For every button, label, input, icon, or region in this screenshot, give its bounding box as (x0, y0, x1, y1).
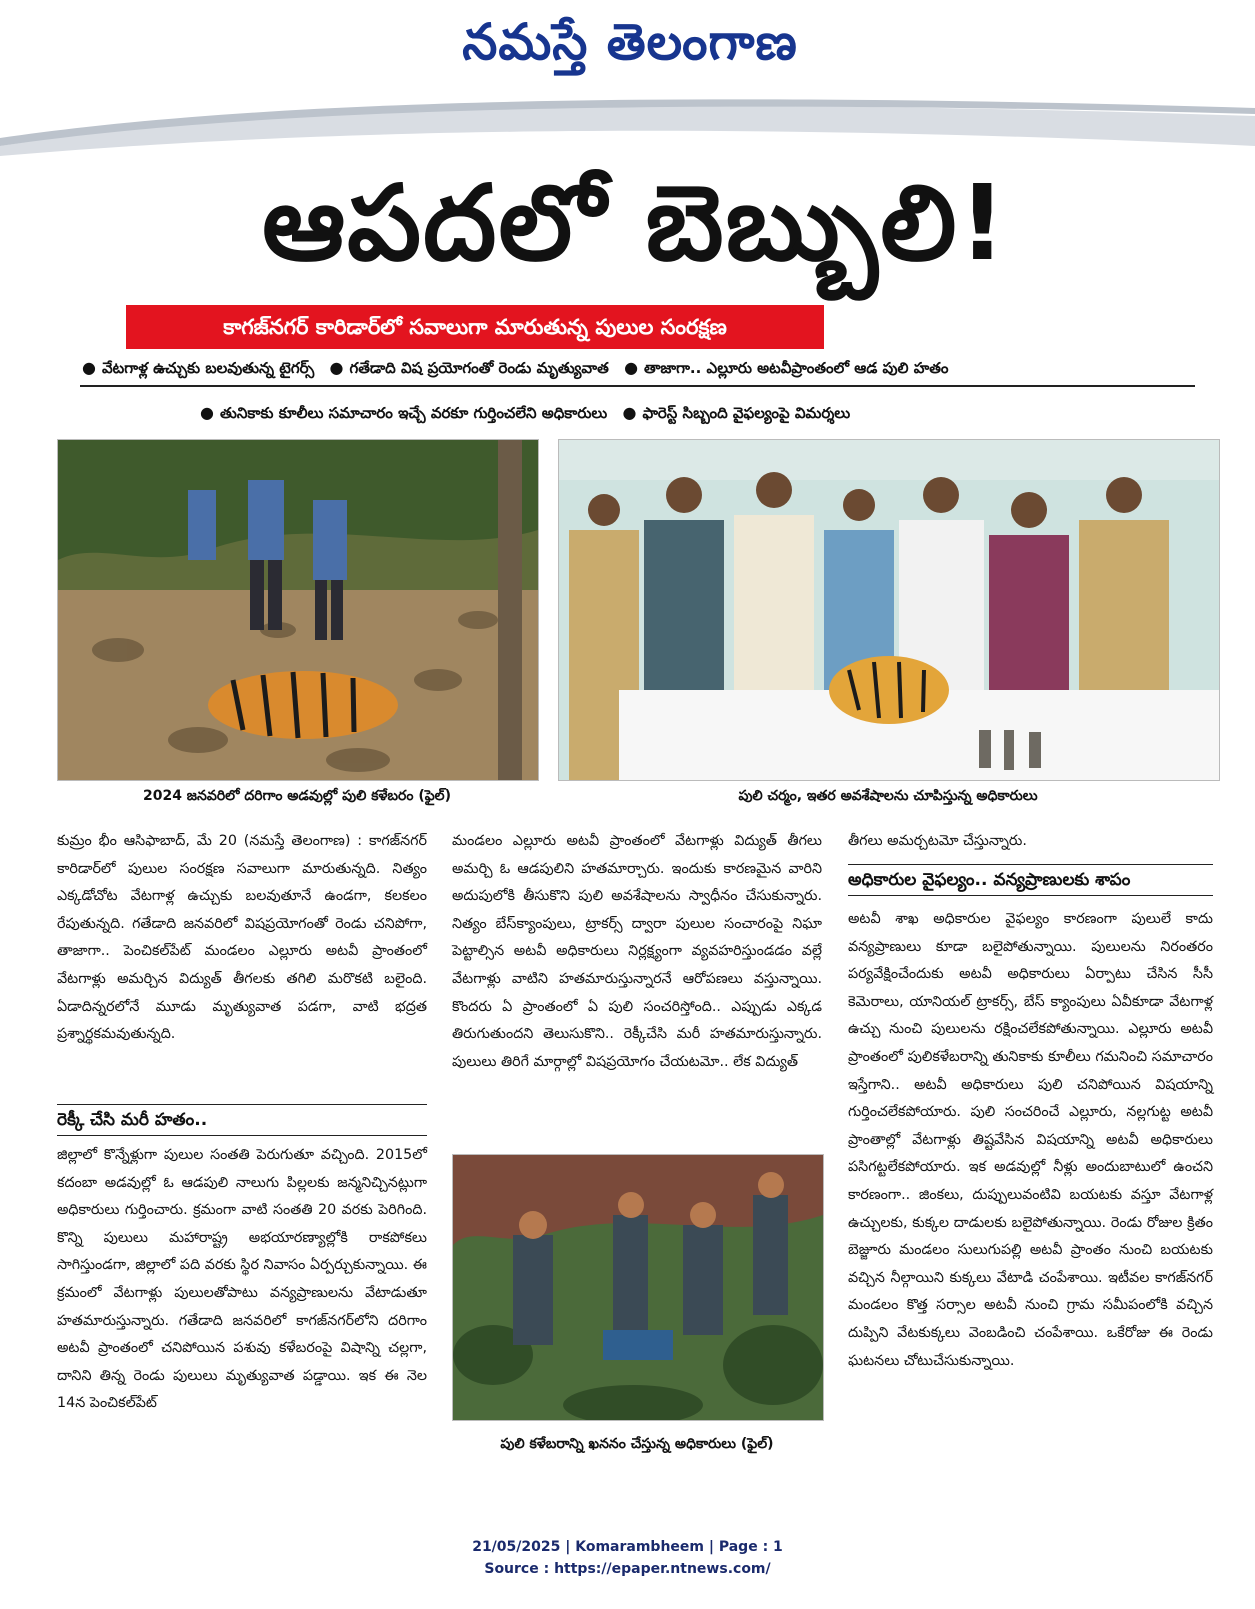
newspaper-logo: నమస్తే తెలంగాణ (462, 12, 798, 71)
headline: ఆపదలో బెబ్బులి! (262, 162, 1008, 284)
bullet-item: ఫారెస్ట్ సిబ్బంది వైఫల్యంపై విమర్శలు (642, 404, 851, 422)
decorative-swoosh (0, 86, 1255, 156)
bullets-row-2 (190, 400, 1090, 426)
caption-right-photo: పులి చర్మం, ఇతర అవశేషాలను చూపిస్తున్న అధికారులు (738, 788, 1038, 804)
article-column-1b (57, 1142, 427, 1418)
article-column-3b (848, 906, 1213, 1375)
masthead (0, 0, 1255, 90)
subhead-officials-failure: అధికారుల వైఫల్యం.. వన్యప్రాణులకు శాపం (848, 864, 1213, 896)
caption-left-photo: 2024 జనవరిలో దరిగాం అడవుల్లో పులి కళేబరం (ఫైల్) (142, 788, 452, 804)
bullet-icon: ● (622, 403, 637, 422)
bullet-icon: ● (200, 403, 214, 422)
page-footer (0, 1536, 1255, 1580)
photo-tiger-burial (452, 1154, 824, 1421)
bullet-item: గతేడాది విష ప్రయోగంతో రెండు మృత్యువాత (349, 359, 609, 377)
bullet-item: తాజాగా.. ఎల్లూరు అటవీప్రాంతంలో ఆడ పులి హతం (644, 359, 949, 377)
caption-middle-photo: పులి కళేబరాన్ని ఖననం చేస్తున్న అధికారులు (ఫైల్) (500, 1436, 774, 1452)
photo-officials-tiger-skin (558, 439, 1220, 781)
bullet-icon: ● (624, 358, 639, 377)
bullet-icon: ● (329, 358, 344, 377)
footer-edition-info: 21/05/2025 | Komarambheem | Page : 1 (472, 1539, 783, 1555)
article-column-2 (452, 828, 822, 1076)
subheadline-bar: కాగజ్‌నగర్ కారిడార్‌లో సవాలుగా మారుతున్న పులుల సంరక్షణ (126, 305, 824, 349)
article-paragraph: జిల్లాలో కొన్నేళ్లుగా పులుల సంతతి పెరుగుతూ వచ్చింది. 2015లో కదంబా అడవుల్లో ఓ ఆడపులి నాలుగు పిల్లలకు జన్మనిచ్చినట్లుగా అధికారులు గుర్తించారు. క్రమంగా వాటి సంతతి 20 వరకు పెరిగింది. కొన్ని పులులు మహారాష్ట్ర అభయారణ్యాల్లోకి రాకపోకలు సాగిస్తుండగా, జిల్లాలో పది వరకు స్థిర నివాసం ఏర్పర్చుకున్నాయి. ఈ క్రమంలో వేటగాళ్లు పులులతోపాటు వన్యప్రాణులను వేటాడుతూ హతమారుస్తున్నారు. గతేడాది జనవరిలో కాగజ్‌నగర్‌లోని దరిగాం అటవీ ప్రాంతంలో చనిపోయిన పశువు కళేబరంపై విషాన్ని చల్లగా, దానిని తిన్న రెండు పులులు మృత్యువాత పడ్డాయి. ఇక ఈ నెల 14న పెంచికల్‌పేట్ (57, 1147, 427, 1412)
article-column-3 (848, 828, 1213, 856)
footer-source: Source : https://epaper.ntnews.com/ (484, 1561, 771, 1577)
article-paragraph: అటవీ శాఖ అధికారుల వైఫల్యం కారణంగా పులులే కాదు వన్యప్రాణులు కూడా బలైపోతున్నాయి. పులులను నిరంతరం పర్యవేక్షించేందుకు అటవీ అధికారులు ఏర్పాటు చేసిన సీసీ కెమెరాలు, యానియల్ ట్రాకర్స్, బేస్ క్యాంపులు ఏవీకూడా వేటగాళ్ల ఉచ్చు నుంచి పులులను రక్షించలేకపోతున్నాయి. ఎల్లూరు అటవీ ప్రాంతంలో పులికళేబరాన్ని తునికాకు కూలీలు గమనించి సమాచారం ఇస్తేగాని.. అటవీ అధికారులు పులి చనిపోయిన విషయాన్ని గుర్తించలేకపోయారు. పులి సంచరించే ఎల్లూరు, నల్లగుట్ట అటవీ ప్రాంతాల్లో వేటగాళ్లు తిష్టవేసిన విషయాన్ని అటవీ అధికారులు పసిగట్టలేకపోయారు. ఇక అడవుల్లో నీళ్లు అందుబాటులో ఉంచని కారణంగా.. జింకలు, దుప్పులువంటివి బయటకు వస్తూ వేటగాళ్ల ఉచ్చులకు, కుక్కల దాడులకు బలైపోతున్నాయి. రెండు రోజుల క్రితం బెజ్జూరు మండలం సులుగుపల్లి అటవీ ప్రాంతం నుంచి బయటకు వచ్చిన నీల్గాయిని కుక్కలు వేటాడి చంపేశాయి. ఇటీవల కాగజ్‌నగర్ మండలం కొత్త సర్సాల అటవీ నుంచి గ్రామ సమీపంలోకి వచ్చిన దుప్పిని వేటకుక్కలు వెంబడించి చంపేశాయి. ఒకేరోజు ఈ రెండు ఘటనలు చోటుచేసుకున్నాయి. (848, 911, 1213, 1369)
bullet-item: వేటగాళ్ల ఉచ్చుకు బలవుతున్న టైగర్స్ (101, 359, 315, 377)
divider (80, 385, 1195, 387)
bullets-row-1 (72, 355, 1202, 381)
article-paragraph: కుమ్రం భీం ఆసిఫాబాద్, మే 20 (నమస్తే తెలంగాణ) : కాగజ్‌నగర్ కారిడార్‌లో పులుల సంరక్షణ సవాలుగా మారుతున్నది. నిత్యం ఎక్కడోచోట వేటగాళ్ల ఉచ్చుకు బలవుతూనే ఉండగా, కలకలం రేపుతున్నది. గతేడాది జనవరిలో విషప్రయోగంతో రెండు చనిపోగా, తాజాగా.. పెంచికల్‌పేట్ మండలం ఎల్లూరు అటవీ ప్రాంతంలో వేటగాళ్లు అమర్చిన విద్యుత్ తీగలకు తగిలి మరొకటి బలైంది. ఏడాదిన్నరలోనే మూడు మృత్యువాత పడగా, వాటి భద్రత ప్రశ్నార్థకమవుతున్నది. (57, 833, 427, 1043)
photo-tiger-carcass (57, 439, 539, 781)
bullet-icon: ● (82, 358, 96, 377)
article-paragraph: తీగలు అమర్చటమో చేస్తున్నారు. (848, 833, 1027, 849)
article-paragraph: మండలం ఎల్లూరు అటవీ ప్రాంతంలో వేటగాళ్లు విద్యుత్ తీగలు అమర్చి ఓ ఆడపులిని హతమార్చారు. ఇందుకు కారణమైన వారిని అదుపులోకి తీసుకొని పులి అవశేషాలను స్వాధీనం చేసుకున్నారు. నిత్యం బేస్‌క్యాంపులు, ట్రాకర్స్ ద్వారా పులుల సంచారంపై నిఘా పెట్టాల్సిన అటవీ అధికారులు నిర్లక్ష్యంగా వ్యవహరిస్తుండడం వల్లే వేటగాళ్లు వాటిని హతమారుస్తున్నారనే ఆరోపణలు వస్తున్నాయి. కొందరు ఏ ప్రాంతంలో ఏ పులి సంచరిస్తోంది.. ఎప్పుడు ఎక్కడ తిరుగుతుందని తెలుసుకొని.. రెక్కీచేసి మరీ హతమారుస్తున్నారు. పులులు తిరిగే మార్గాల్లో విషప్రయోగం చేయటమో.. లేక విద్యుత్ (452, 833, 822, 1070)
article-column-1 (57, 828, 427, 1049)
bullet-item: తునికాకు కూలీలు సమాచారం ఇచ్చే వరకూ గుర్తించలేని అధికారులు (219, 404, 608, 422)
subhead-recce: రెక్కీ చేసి మరీ హతం.. (57, 1104, 427, 1136)
